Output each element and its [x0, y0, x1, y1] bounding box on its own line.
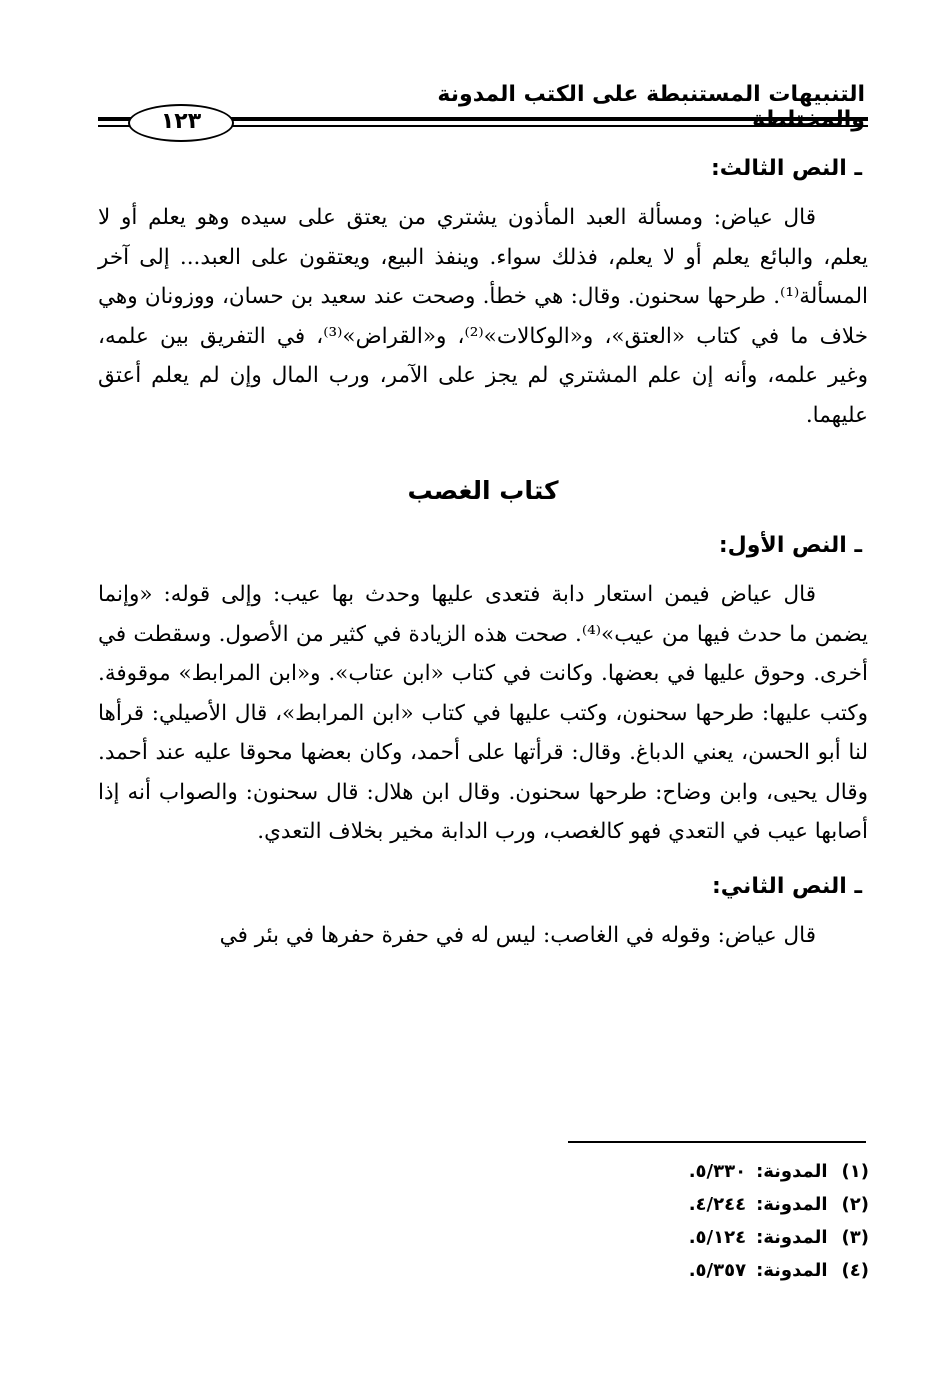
subheading-third-text: ـ النص الثالث:: [710, 156, 862, 181]
page-number-badge: ١٢٣: [128, 104, 234, 142]
footnote-label: المدونة:: [756, 1227, 828, 1248]
footnotes: [469, 1155, 869, 1287]
footnote-item: [469, 1155, 869, 1188]
main-text: [98, 152, 868, 955]
footnote-label: المدونة:: [756, 1194, 828, 1215]
footnote-label: المدونة:: [756, 1161, 828, 1182]
footnote-item: [469, 1188, 869, 1221]
running-header-title: التنبيهات المستنبطة على الكتب المدونة: [437, 82, 865, 107]
footnote-number: (٣): [841, 1227, 869, 1248]
chapter-title: كتاب الغصب: [407, 476, 559, 505]
paragraph-first-text: قال عياض فيمن استعار دابة فتعدى عليها وحدث بها عيب: وإلى قوله: «وإنما يضمن ما حدث فيها من عيب»⁽⁴⁾. صحت هذه الزيادة في كثير من الأصول. وسقطت في أخرى. وحوق عليها في بعضها. وكانت في كتاب «ابن عتاب». و«ابن المرابط» موقوفة. وكتب عليها: طرحها سحنون، وكتب عليها في كتاب «ابن المرابط»، قال الأصيلي: قرأها لنا أبو الحسن، يعني الدباغ. وقال: قرأتها على أحمد، وكان بعضها محوقا عليه عند أحمد. وقال يحيى، وابن وضاح: طرحها سحنون. وقال ابن هلال: قال سحنون: والصواب أنه إذا أصابها عيب في التعدي فهو كالغصب، ورب الدابة مخير بخلاف التعدي.: [98, 582, 868, 844]
subheading-first-text: ـ النص الأول:: [718, 533, 862, 558]
footnote-ref: ٤/٢٤٤.: [688, 1194, 747, 1215]
footnote-item: [469, 1254, 869, 1287]
footnote-number: (١): [841, 1161, 869, 1182]
paragraph-third-text: قال عياض: ومسألة العبد المأذون يشتري من يعتق على سيده وهو يعلم أو لا يعلم، والبائع يعلم أو لا يعلم، فذلك سواء. وينفذ البيع، ويعتقون على العبد... إلى آخر المسألة⁽¹⁾. طرحها سحنون. وقال: هي خطأ. وصحت عند سعيد بن حسان، ووزونان وهي خلاف ما في كتاب «العتق»، و«الوكالات»⁽²⁾، و«القراض»⁽³⁾، في التفريق بين علمه، وغير علمه، وأنه إن علم المشتري لم يجز على الآمر، ورب المال وإن لم يعلم أعتق عليهما.: [98, 205, 868, 428]
footnote-item: [469, 1221, 869, 1254]
footnote-label: المدونة:: [756, 1260, 828, 1281]
subheading-second-text: ـ النص الثاني:: [712, 873, 862, 899]
footnote-number: (٤): [841, 1260, 869, 1281]
footnote-ref: ٥/٣٣٠.: [688, 1161, 747, 1182]
footnote-number: (٢): [841, 1194, 869, 1215]
paragraph-second-text: قال عياض: وقوله في الغاصب: ليس له في حفرة حفرها في بئر في: [219, 922, 816, 948]
footnote-ref: ٥/١٢٤.: [688, 1227, 747, 1248]
footnote-ref: ٥/٣٥٧.: [688, 1260, 747, 1281]
footnote-separator: [568, 1141, 866, 1143]
